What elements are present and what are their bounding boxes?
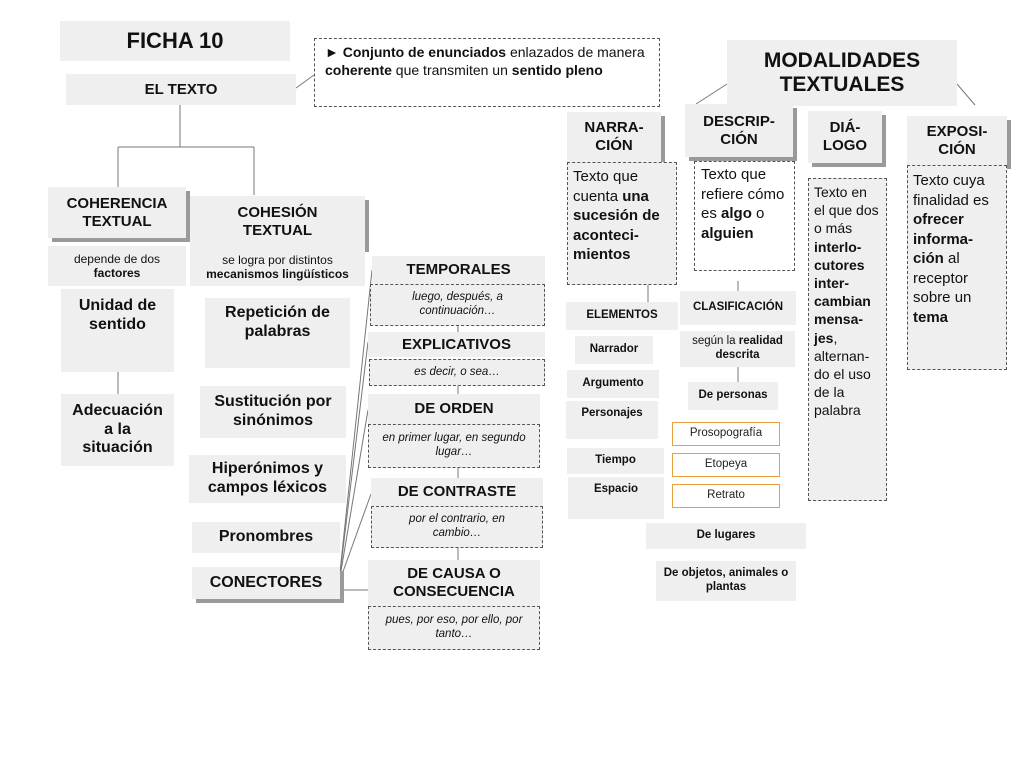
dialogo-definition: Texto en el que dos o más interlo-cutores inter-cambian mensa-jes, alternan-do el uso de la palabra bbox=[808, 178, 887, 501]
conector-de-contraste: DE CONTRASTE bbox=[371, 478, 543, 506]
modalidades-title: MODALIDADES TEXTUALES bbox=[727, 40, 957, 106]
texto-definition: ► Conjunto de enunciados enlazados de manera coherente que transmiten un sentido pleno bbox=[314, 38, 660, 107]
narracion-element-tiempo: Tiempo bbox=[567, 448, 664, 474]
descripcion-prosopografia: Prosopografía bbox=[672, 422, 780, 446]
conector-causa-consecuencia: DE CAUSA O CONSECUENCIA bbox=[368, 560, 540, 606]
conector-de-orden-example: en primer lugar, en segundo lugar… bbox=[368, 424, 540, 468]
narracion-element-personajes: Personajes bbox=[566, 401, 658, 439]
cohesion-mechanism-hiperonimos: Hiperónimos y campos léxicos bbox=[189, 455, 346, 503]
descripcion-de-objetos: De objetos, animales o plantas bbox=[656, 561, 796, 601]
narracion-element-espacio: Espacio bbox=[568, 477, 664, 519]
conector-causa-consecuencia-example: pues, por eso, por ello, por tanto… bbox=[368, 606, 540, 650]
cohesion-mechanism-repeticion: Repetición de palabras bbox=[205, 298, 350, 368]
dialogo-title: DIÁ- LOGO bbox=[808, 111, 882, 163]
coherencia-factor-unidad: Unidad de sentido bbox=[61, 289, 174, 372]
coherencia-title: COHERENCIA TEXTUAL bbox=[48, 187, 186, 238]
descripcion-etopeya: Etopeya bbox=[672, 453, 780, 477]
cohesion-mechanism-conectores: CONECTORES bbox=[192, 567, 340, 599]
cohesion-mechanism-pronombres: Pronombres bbox=[192, 522, 340, 553]
exposicion-definition: Texto cuya finalidad es ofrecer informa-ción al receptor sobre un tema bbox=[907, 165, 1007, 370]
descripcion-de-personas: De personas bbox=[688, 382, 778, 410]
conector-explicativos-example: es decir, o sea… bbox=[369, 359, 545, 386]
narracion-element-argumento: Argumento bbox=[567, 370, 659, 398]
cohesion-note: se logra por distintos mecanismos lingüísticos bbox=[190, 248, 365, 286]
narracion-elementos-label: ELEMENTOS bbox=[566, 302, 678, 330]
conector-temporales: TEMPORALES bbox=[372, 256, 545, 284]
coherencia-factor-adecuacion: Adecuación a la situación bbox=[61, 394, 174, 466]
conector-de-orden: DE ORDEN bbox=[368, 394, 540, 424]
conector-explicativos: EXPLICATIVOS bbox=[368, 332, 545, 357]
narracion-element-narrador: Narrador bbox=[575, 336, 653, 364]
el-texto-node: EL TEXTO bbox=[66, 74, 296, 105]
conector-de-contraste-example: por el contrario, en cambio… bbox=[371, 506, 543, 548]
descripcion-clasificacion-label: CLASIFICACIÓN bbox=[680, 291, 796, 325]
cohesion-mechanism-sustitucion: Sustitución por sinónimos bbox=[200, 386, 346, 438]
descripcion-definition: Texto que refiere cómo es algo o alguien bbox=[694, 161, 795, 271]
coherencia-note: depende de dos factores bbox=[48, 246, 186, 286]
exposicion-title: EXPOSI- CIÓN bbox=[907, 116, 1007, 165]
conector-temporales-example: luego, después, a continuación… bbox=[370, 284, 545, 326]
narracion-title: NARRA- CIÓN bbox=[567, 112, 661, 162]
cohesion-title: COHESIÓN TEXTUAL bbox=[190, 196, 365, 248]
descripcion-de-lugares: De lugares bbox=[646, 523, 806, 549]
page-title: FICHA 10 bbox=[60, 21, 290, 61]
descripcion-segun-realidad: según la realidad descrita bbox=[680, 331, 795, 367]
descripcion-retrato: Retrato bbox=[672, 484, 780, 508]
descripcion-title: DESCRIP- CIÓN bbox=[685, 104, 793, 157]
narracion-definition: Texto que cuenta una sucesión de aconteci-mientos bbox=[567, 162, 677, 285]
